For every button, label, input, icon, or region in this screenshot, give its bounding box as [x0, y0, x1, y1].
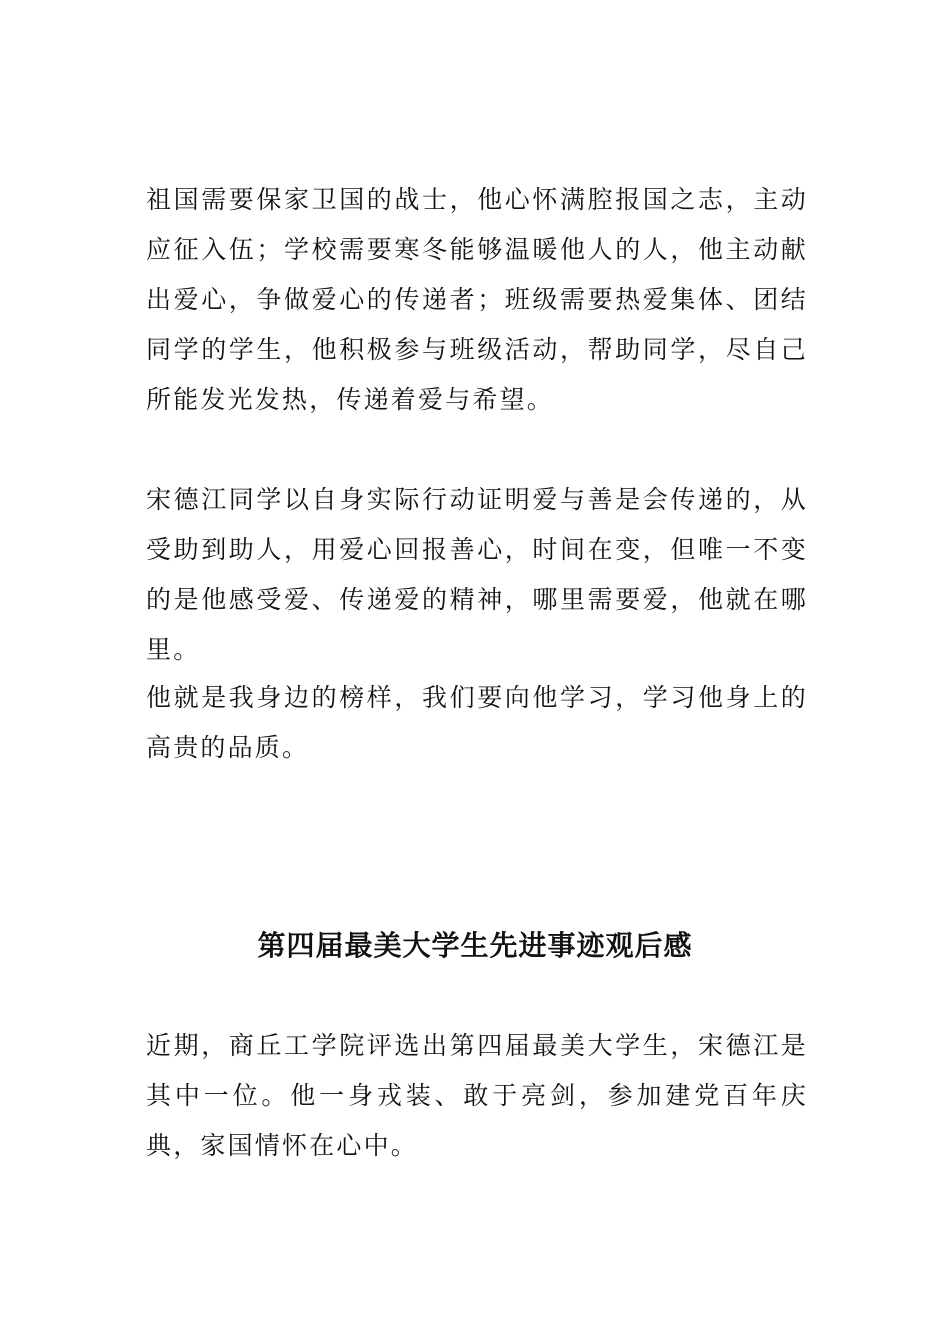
section-paragraph: 近期，商丘工学院评选出第四届最美大学生，宋德江是其中一位。他一身戎装、敢于亮剑，参加建党百年庆典，家国情怀在心中。: [146, 1031, 808, 1160]
section-title: 第四届最美大学生先进事迹观后感: [257, 929, 693, 962]
body-paragraph: 祖国需要保家卫国的战士，他心怀满腔报国之志，主动应征入伍；学校需要寒冬能够温暖他人的人，他主动献出爱心，争做爱心的传递者；班级需要热爱集体、团结同学的学生，他积极参与班级活动，帮助同学，尽自己所能发光发热，传递着爱与希望。: [146, 185, 808, 414]
body-paragraph: 他就是我身边的榜样，我们要向他学习，学习他身上的高贵的品质。: [146, 683, 808, 762]
body-paragraph: 宋德江同学以自身实际行动证明爱与善是会传递的，从受助到助人，用爱心回报善心，时间在变，但唯一不变的是他感受爱、传递爱的精神，哪里需要爱，他就在哪里。: [146, 485, 808, 664]
